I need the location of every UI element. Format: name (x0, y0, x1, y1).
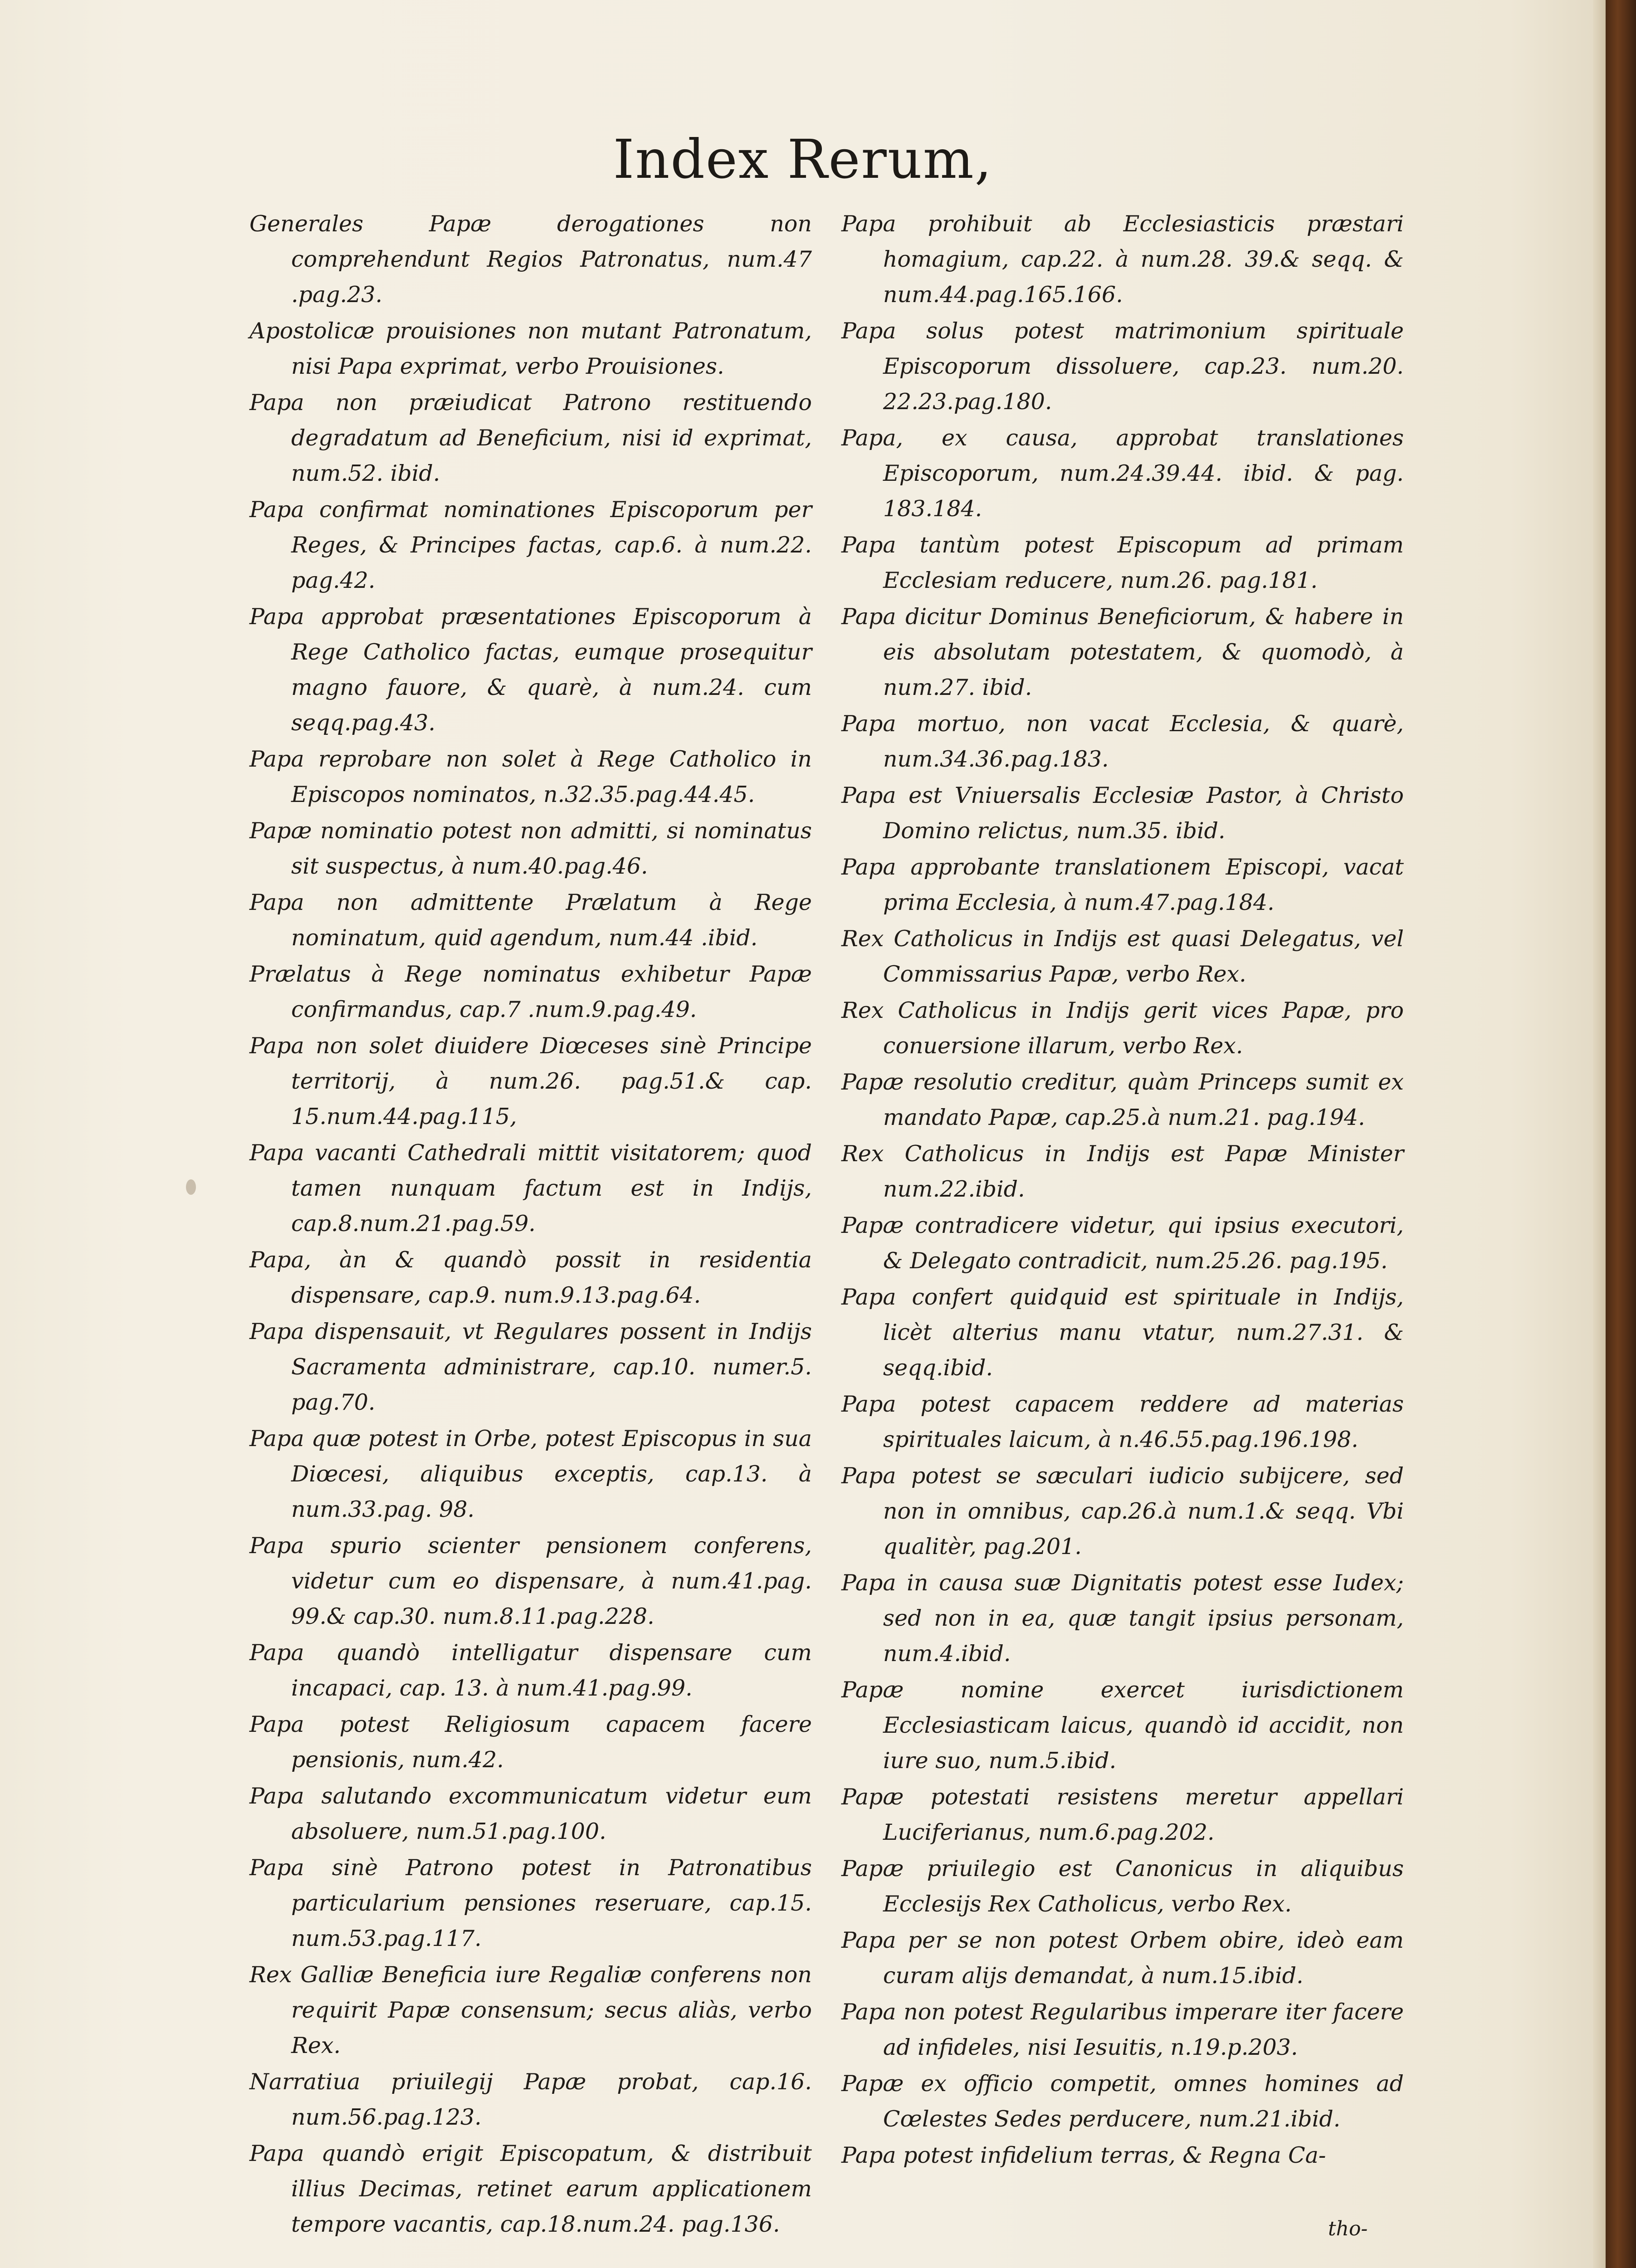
index-entry: Papa potest infidelium terras, & Regna Ca- (841, 2142, 1326, 2168)
index-entry: Papa approbat præsentationes Episcoporum à Rege Catholico factas, eumque prosequitur magno fauore, & quarè, à num.24. cum seqq.pag.43. (249, 604, 812, 736)
index-entry: Papa dicitur Dominus Beneficiorum, & habere in eis absolutam potestatem, & quomodò, à num.27. ibid. (841, 604, 1404, 700)
index-entry: Papa confirmat nominationes Episcoporum per Reges, & Principes factas, cap.6. à num.22. pag.42. (249, 497, 812, 593)
index-entry: Papa, àn & quandò possit in residentia dispensare, cap.9. num.9.13.pag.64. (249, 1247, 812, 1308)
index-entry: Papæ ex officio competit, omnes homines ad Cœlestes Sedes perducere, num.21.ibid. (841, 2071, 1404, 2132)
index-entry: Rex Galliæ Beneficia iure Regaliæ conferens non requirit Papæ consensum; secus aliàs, verbo Rex. (249, 1962, 812, 2058)
index-entry: Papa confert quidquid est spirituale in Indijs, licèt alterius manu vtatur, num.27.31. & seqq.ibid. (841, 1284, 1404, 1381)
index-entry: Rex Catholicus in Indijs gerit vices Papæ, pro conuersione illarum, verbo Rex. (841, 997, 1404, 1059)
index-entry: Papa potest se sæculari iudicio subijcere, sed non in omnibus, cap.26.à num.1.& seqq. Vbi qualitèr, pag.201. (841, 1463, 1404, 1559)
index-entry: Papa non potest Regularibus imperare iter facere ad infideles, nisi Iesuitis, n.19.p.203. (841, 1999, 1404, 2060)
index-entry: Generales Papæ derogationes non comprehendunt Regios Patronatus, num.47 .pag.23. (249, 211, 812, 308)
index-entry: Papæ nominatio potest non admitti, si nominatus sit suspectus, à num.40.pag.46. (249, 818, 812, 879)
index-entry: Papa quandò erigit Episcopatum, & distribuit illius Decimas, retinet earum applicationem tempore vacantis, cap.18.num.24. pag.136. (249, 2141, 812, 2237)
index-entry: Narratiua priuilegij Papæ probat, cap.16. num.56.pag.123. (249, 2069, 812, 2130)
index-entry: Papa salutando excommunicatum videtur eum absoluere, num.51.pag.100. (249, 1783, 812, 1844)
index-entry: Papa dispensauit, vt Regulares possent in Indijs Sacramenta administrare, cap.10. numer.5. pag.70. (249, 1319, 812, 1415)
index-entry: Papæ contradicere videtur, qui ipsius executori, & Delegato contradicit, num.25.26. pag.195. (841, 1212, 1404, 1274)
index-entry: Papa sinè Patrono potest in Patronatibus particularium pensiones reseruare, cap.15. num.53.pag.117. (249, 1855, 812, 1951)
ink-stain (186, 1179, 196, 1195)
index-entry: Papa quandò intelligatur dispensare cum incapaci, cap. 13. à num.41.pag.99. (249, 1640, 812, 1701)
index-entry: Papa solus potest matrimonium spirituale Episcoporum dissoluere, cap.23. num.20. 22.23.pag.180. (841, 318, 1404, 415)
index-entry: Papæ resolutio creditur, quàm Princeps sumit ex mandato Papæ, cap.25.à num.21. pag.194. (841, 1069, 1404, 1130)
index-entry: Papa spurio scienter pensionem conferens, videtur cum eo dispensare, à num.41.pag. 99.& cap.30. num.8.11.pag.228. (249, 1533, 812, 1629)
right-column (841, 206, 1404, 2174)
index-entry: Papa, ex causa, approbat translationes Episcoporum, num.24.39.44. ibid. & pag. 183.184. (841, 425, 1404, 522)
index-entry: Papa prohibuit ab Ecclesiasticis præstari homagium, cap.22. à num.28. 39.& seqq. & num.44.pag.165.166. (841, 211, 1404, 308)
index-entry: Papa potest Religiosum capacem facere pensionis, num.42. (249, 1711, 812, 1773)
index-entry: Papa quæ potest in Orbe, potest Episcopus in sua Diœcesi, aliquibus exceptis, cap.13. à num.33.pag. 98. (249, 1426, 812, 1522)
index-entry: Papæ priuilegio est Canonicus in aliquibus Ecclesijs Rex Catholicus, verbo Rex. (841, 1856, 1404, 1917)
index-entry: Papa mortuo, non vacat Ecclesia, & quarè, num.34.36.pag.183. (841, 711, 1404, 772)
index-entry: Papa approbante translationem Episcopi, vacat prima Ecclesia, à num.47.pag.184. (841, 854, 1404, 915)
index-entry: Papa non solet diuidere Diœceses sinè Principe territorij, à num.26. pag.51.& cap. 15.num.44.pag.115, (249, 1033, 812, 1129)
index-entry: Rex Catholicus in Indijs est quasi Delegatus, vel Commissarius Papæ, verbo Rex. (841, 926, 1404, 987)
index-entry: Papa potest capacem reddere ad materias spirituales laicum, à n.46.55.pag.196.198. (841, 1391, 1404, 1452)
index-entry: Papa in causa suæ Dignitatis potest esse Iudex; sed non in ea, quæ tangit ipsius personam, num.4.ibid. (841, 1570, 1404, 1667)
index-entry: Papa est Vniuersalis Ecclesiæ Pastor, à Christo Domino relictus, num.35. ibid. (841, 782, 1404, 844)
index-entry: Papa tantùm potest Episcopum ad primam Ecclesiam reducere, num.26. pag.181. (841, 532, 1404, 593)
left-column (249, 206, 812, 2243)
book-cover-edge (1606, 0, 1636, 2268)
page-fore-edge (1593, 0, 1606, 2268)
index-entry: Rex Catholicus in Indijs est Papæ Minister num.22.ibid. (841, 1141, 1404, 1202)
index-entry: Papa vacanti Cathedrali mittit visitatorem; quod tamen nunquam factum est in Indijs, cap.8.num.21.pag.59. (249, 1140, 812, 1237)
index-entry: Papa per se non potest Orbem obire, ideò eam curam alijs demandat, à num.15.ibid. (841, 1927, 1404, 1989)
page-title: Index Rerum, (613, 128, 993, 191)
index-entry: Prælatus à Rege nominatus exhibetur Papæ confirmandus, cap.7 .num.9.pag.49. (249, 961, 812, 1022)
index-entry: Papa non admittente Prælatum à Rege nominatum, quid agendum, num.44 .ibid. (249, 890, 812, 951)
index-entry: Papa non præiudicat Patrono restituendo degradatum ad Beneficium, nisi id exprimat, num.52. ibid. (249, 390, 812, 486)
index-entry: Apostolicæ prouisiones non mutant Patronatum, nisi Papa exprimat, verbo Prouisiones. (249, 318, 812, 379)
index-entry: Papa reprobare non solet à Rege Catholico in Episcopos nominatos, n.32.35.pag.44.45. (249, 746, 812, 807)
index-entry: Papæ nomine exercet iurisdictionem Ecclesiasticam laicus, quandò id accidit, non iure suo, num.5.ibid. (841, 1677, 1404, 1774)
index-entry: Papæ potestati resistens meretur appellari Luciferianus, num.6.pag.202. (841, 1784, 1404, 1845)
catchword: tho- (1328, 2217, 1368, 2240)
